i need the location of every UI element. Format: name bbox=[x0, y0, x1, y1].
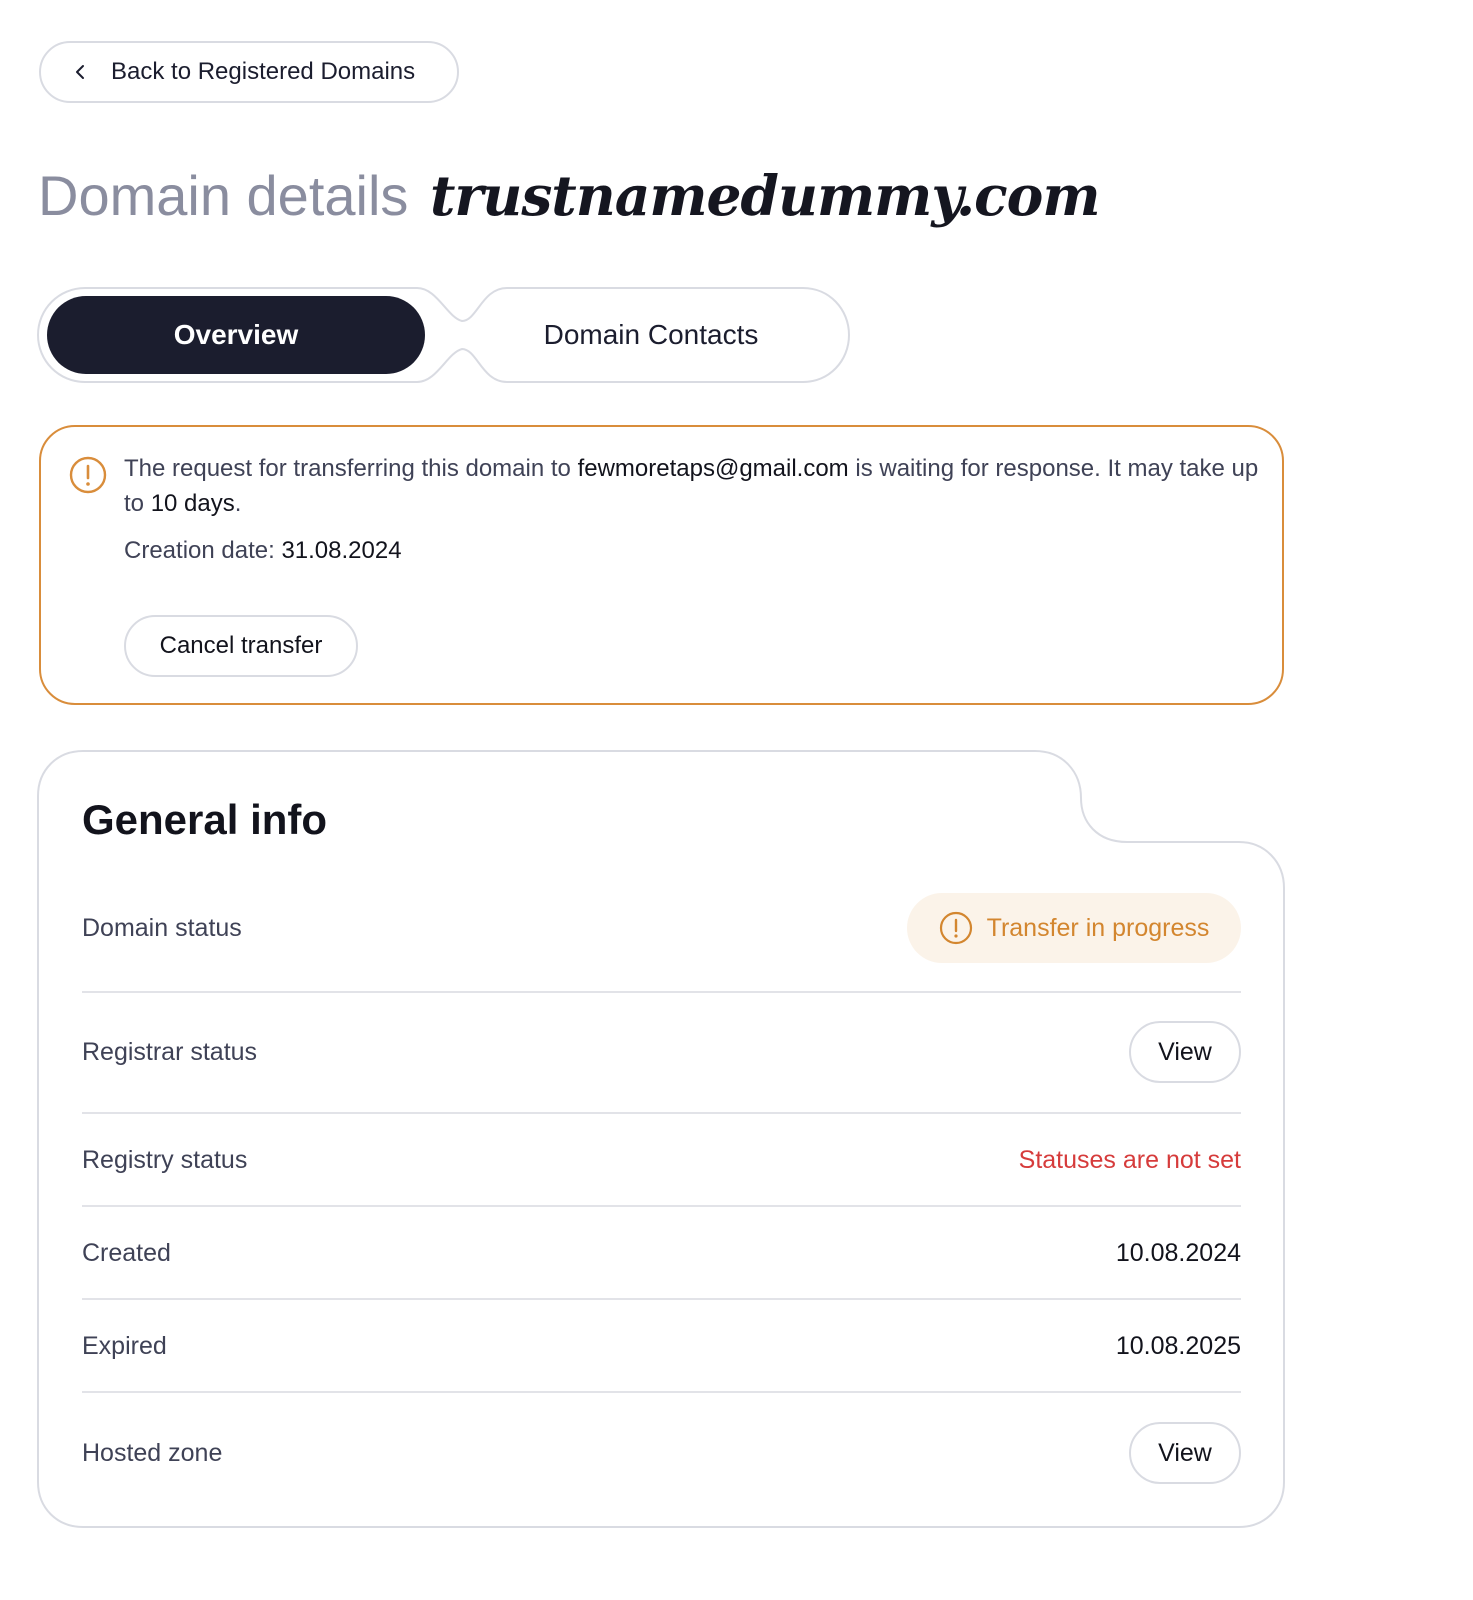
view-label: View bbox=[1158, 1438, 1212, 1467]
warning-icon bbox=[939, 911, 973, 945]
row-registrar-status bbox=[82, 1020, 1241, 1084]
registry-status-value: Statuses are not set bbox=[1018, 1145, 1241, 1174]
registrar-status-view-button[interactable] bbox=[1129, 1021, 1241, 1083]
chevron-left-icon bbox=[71, 63, 89, 81]
tab-domain-contacts-label: Domain Contacts bbox=[543, 319, 759, 350]
transfer-alert-message bbox=[124, 451, 1264, 521]
creation-date-label: Creation date: bbox=[124, 537, 275, 564]
alert-text-2: is waiting for response. It may take up to bbox=[124, 455, 1259, 517]
expired-label: Expired bbox=[82, 1331, 167, 1360]
warning-icon bbox=[69, 456, 107, 494]
transfer-status-text: Transfer in progress bbox=[986, 913, 1210, 942]
tab-overview[interactable] bbox=[47, 296, 425, 374]
expired-value: 10.08.2025 bbox=[1115, 1331, 1241, 1360]
page-title bbox=[38, 158, 1100, 234]
transfer-alert bbox=[39, 425, 1284, 705]
divider bbox=[82, 991, 1241, 993]
back-button-label: Back to Registered Domains bbox=[111, 58, 416, 85]
general-info-card bbox=[37, 750, 1287, 1530]
domain-status-label: Domain status bbox=[82, 913, 242, 942]
alert-text-end: . bbox=[234, 490, 242, 517]
row-hosted-zone bbox=[82, 1421, 1241, 1485]
row-expired bbox=[82, 1326, 1241, 1366]
cancel-transfer-button[interactable] bbox=[124, 615, 358, 677]
domain-name: trustnamedummy.com bbox=[429, 163, 1100, 228]
back-to-registered-domains-button[interactable] bbox=[39, 41, 459, 103]
registrar-status-label: Registrar status bbox=[82, 1037, 258, 1066]
row-created bbox=[82, 1233, 1241, 1273]
transfer-status-badge bbox=[907, 893, 1241, 963]
creation-date bbox=[124, 537, 402, 565]
divider bbox=[82, 1298, 1241, 1300]
transfer-duration: 10 days bbox=[150, 490, 235, 517]
tab-bar bbox=[37, 287, 851, 383]
row-registry-status bbox=[82, 1140, 1241, 1180]
creation-date-value: 31.08.2024 bbox=[281, 537, 402, 564]
alert-text-1: The request for transferring this domain to bbox=[124, 455, 571, 482]
divider bbox=[82, 1205, 1241, 1207]
cancel-transfer-label: Cancel transfer bbox=[159, 632, 323, 659]
general-info-title: General info bbox=[82, 796, 328, 843]
created-value: 10.08.2024 bbox=[1115, 1238, 1241, 1267]
page-title-prefix: Domain details bbox=[38, 164, 409, 227]
tab-domain-contacts[interactable] bbox=[477, 296, 825, 374]
hosted-zone-label: Hosted zone bbox=[82, 1438, 223, 1467]
tab-overview-label: Overview bbox=[173, 319, 299, 350]
transfer-recipient-email: fewmoretaps@gmail.com bbox=[577, 455, 849, 482]
created-label: Created bbox=[82, 1238, 171, 1267]
divider bbox=[82, 1112, 1241, 1114]
view-label: View bbox=[1158, 1037, 1212, 1066]
registry-status-label: Registry status bbox=[82, 1145, 248, 1174]
hosted-zone-view-button[interactable] bbox=[1129, 1422, 1241, 1484]
divider bbox=[82, 1391, 1241, 1393]
row-domain-status bbox=[82, 892, 1241, 964]
